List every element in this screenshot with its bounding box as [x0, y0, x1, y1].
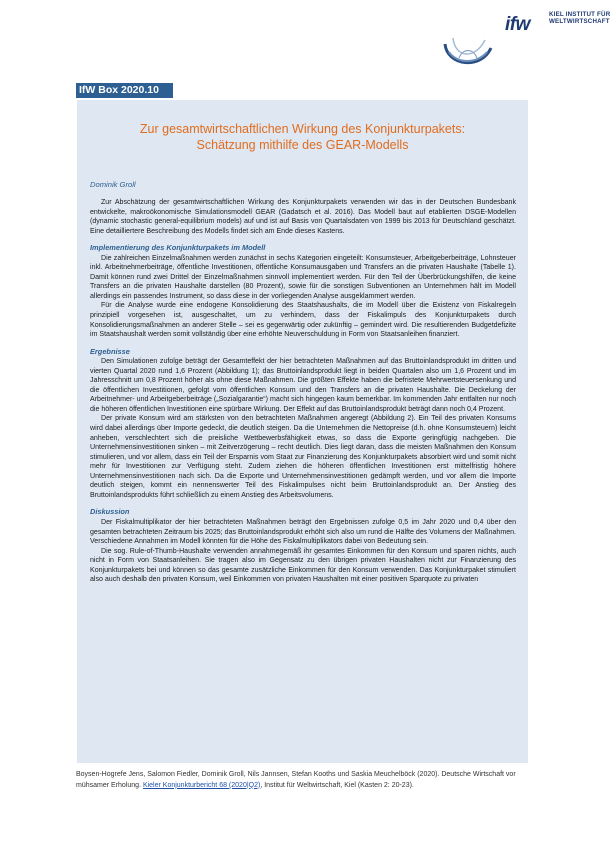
footer-text: Boysen-Hogrefe Jens, Salomon Fiedler, Dominik Groll, Nils Jannsen, Stefan Kooths und Saskia Meuchelböck (2020). Deutsche Wirtschaft vor mühsamer Erholung. — [76, 771, 516, 789]
box-label: IfW Box 2020.10 — [76, 83, 173, 98]
title-line-2: Schätzung mithilfe des GEAR-Modells — [196, 138, 409, 152]
source-footer — [76, 770, 516, 791]
logo-abbr: ifw — [505, 14, 530, 35]
paragraph: Die sog. Rule-of-Thumb-Haushalte verwenden annahmegemäß ihr gesamtes Einkommen für den Konsum und sparen nichts, auch nicht in Form von Staatsanleihen. Sie tragen also im Gegensatz zu den übrigen privaten Haushalten nicht zur Finanzierung des Konjunkturpakets bei und können so das gesamte zusätzliche Einkommen für den Konsum verwenden. Das Konjunkturpaket stimuliert also auch deshalb den privaten Konsum, weil Einkommen von privaten Haushalten mit einer positiven Sparquote zu privaten — [90, 547, 516, 584]
paragraph: Der Fiskalmultiplikator der hier betrachteten Maßnahmen beträgt den Ergebnissen zufolge 0,5 im Jahr 2020 und 0,4 über den gesamten betrachteten Zeitraum bis 2025; das Bruttoinlandsprodukt erhöht sich also um rund die Hälfte des Volumens der Maßnahmen. Verschiedene Annahmen im Modell könnten für die Höhe des Fiskalmultiplikators dabei von Bedeutung sein. — [90, 518, 516, 546]
box-title — [77, 121, 528, 153]
footer-tail: , Institut für Weltwirtschaft, Kiel (Kasten 2: 20-23). — [260, 781, 414, 789]
paragraph: Für die Analyse wurde eine endogene Konsolidierung des Staatshaushalts, die im Modell über die Existenz von Fiskalregeln prinzipiell vorgesehen ist, ausgeschaltet, um zu verhindern, dass der Fiskalimpuls des Konjunkturpakets durch Konsolidierungsmaßnahmen an anderer Stelle – sei es gegenwärtig oder zukünftig – gemindert wird. Die resultierenden Budgetdefizite im Staatshaushalt werden somit vollständig über eine erhöhte Neuverschuldung in Form von Staatsanleihen finanziert. — [90, 302, 516, 339]
section-heading-implementierung: Implementierung des Konjunkturpakets im Modell — [90, 243, 266, 253]
paragraph: Der private Konsum wird am stärksten von den betrachteten Maßnahmen angeregt (Abbildung 2). Ein Teil des privaten Konsums wird dabei allerdings über Importe gedeckt, die deutlich steigen. Da die Unternehmen die Nettopreise (d.h. ohne Konsumsteuern) leicht anheben, verschlechtert sich die preisliche Wettbewerbsfähigkeit etwas, so dass die Exporte geringfügig nachgeben. Die Unternehmensinvestitionen sinken – mit Zeitverzögerung – recht deutlich. Dies liegt daran, dass die meisten Maßnahmen den Konsum stimulieren, und vor allem, dass ein Teil der Ersparnis vom Staat zur Finanzierung des Konjunkturpakets absorbiert wird und somit nicht mehr für Investitionen zur Verfügung steht. Zudem ziehen die höheren öffentlichen Investitionen erst mittelfristig höhere Unternehmensinvestitionen nach sich. Da die Exporte und Unternehmensinvestitionen gedämpft werden, und vor allem die Importe deutlich steigen, kommt ein nennenswerter Teil des Fiskalimpulses nicht beim Bruttoinlandsprodukt an. Der Anstieg des Bruttoinlandsprodukts führt schließlich zu einem Anstieg des Arbeitsvolumens. — [90, 415, 516, 499]
logo-line1: KIEL INSTITUT FÜR — [549, 11, 610, 18]
author: Dominik Groll — [90, 180, 136, 189]
report-link[interactable]: Kieler Konjunkturbericht 68 (2020|Q2) — [142, 781, 261, 789]
section-heading-ergebnisse: Ergebnisse — [90, 346, 130, 356]
ifw-logo — [437, 8, 610, 74]
logo-line2: WELTWIRTSCHAFT — [549, 18, 610, 25]
paragraph: Den Simulationen zufolge beträgt der Gesamteffekt der hier betrachteten Maßnahmen auf das Bruttoinlandsprodukt im dritten und vierten Quartal 2020 rund 1,6 Prozent (Abbildung 1); das Bruttoinlandsprodukt liegt in beiden Quartalen also um 1,6 Prozent und im Jahresschnitt um 0,8 Prozent höher als ohne diese Maßnahmen. Die größten Effekte haben die befristete Mehrwertsteuersenkung und die öffentlichen Investitionen, gefolgt vom öffentlichen Konsum und den Transfers an die privaten Haushalte. Die Deckelung der Arbeitnehmer- und Arbeitgeberbeiträge („Sozialgarantie“) macht sich hingegen kaum bemerkbar. Im kommenden Jahr entfalten nur noch die höheren öffentlichen Investitionen eine spürbare Wirkung. Der Effekt auf das Bruttoinlandsprodukt beträgt dann noch 0,4 Prozent. — [90, 358, 516, 413]
title-line-1: Zur gesamtwirtschaftlichen Wirkung des Konjunkturpakets: — [139, 122, 466, 136]
box-body — [90, 189, 516, 585]
intro-paragraph: Zur Abschätzung der gesamtwirtschaftlichen Wirkung des Konjunkturpakets verwenden wir das in der Deutschen Bundesbank entwickelte, makroökonomische Simulationsmodell GEAR (Gadatsch et al. 2016). Das Modell baut auf etablierten DSGE-Modellen (dynamic stochastic general-equilibrium models) auf und ist auf Basis von Quartalsdaten von 1999 bis 2013 für Deutschland geschätzt. Eine detailliertere Beschreibung des Modells findet sich am Ende dieses Kastens. — [90, 199, 516, 235]
paragraph: Die zahlreichen Einzelmaßnahmen werden zunächst in sechs Kategorien eingeteilt: Konsumsteuer, Arbeitgeberbeiträge, Lohnsteuer inkl. Arbeitnehmerbeiträge, öffentliche Investitionen, öffentliche Konsumausgaben und Transfers an die privaten Haushalte (Tabelle 1). Damit können rund zwei Drittel der Einzelmaßnahmen sinnvoll implementiert werden. Für den Teil der Überbrückungshilfen, die keine Transfers an die privaten Haushalte darstellen (80 Prozent), sowie für die sonstigen Subventionen an Unternehmen hält im Modell allerdings ein passendes Instrument, so dass diese in der vorliegenden Analyse ausgeklammert werden. — [90, 254, 516, 300]
section-heading-diskussion: Diskussion — [90, 507, 130, 517]
globe-icon — [437, 8, 499, 74]
